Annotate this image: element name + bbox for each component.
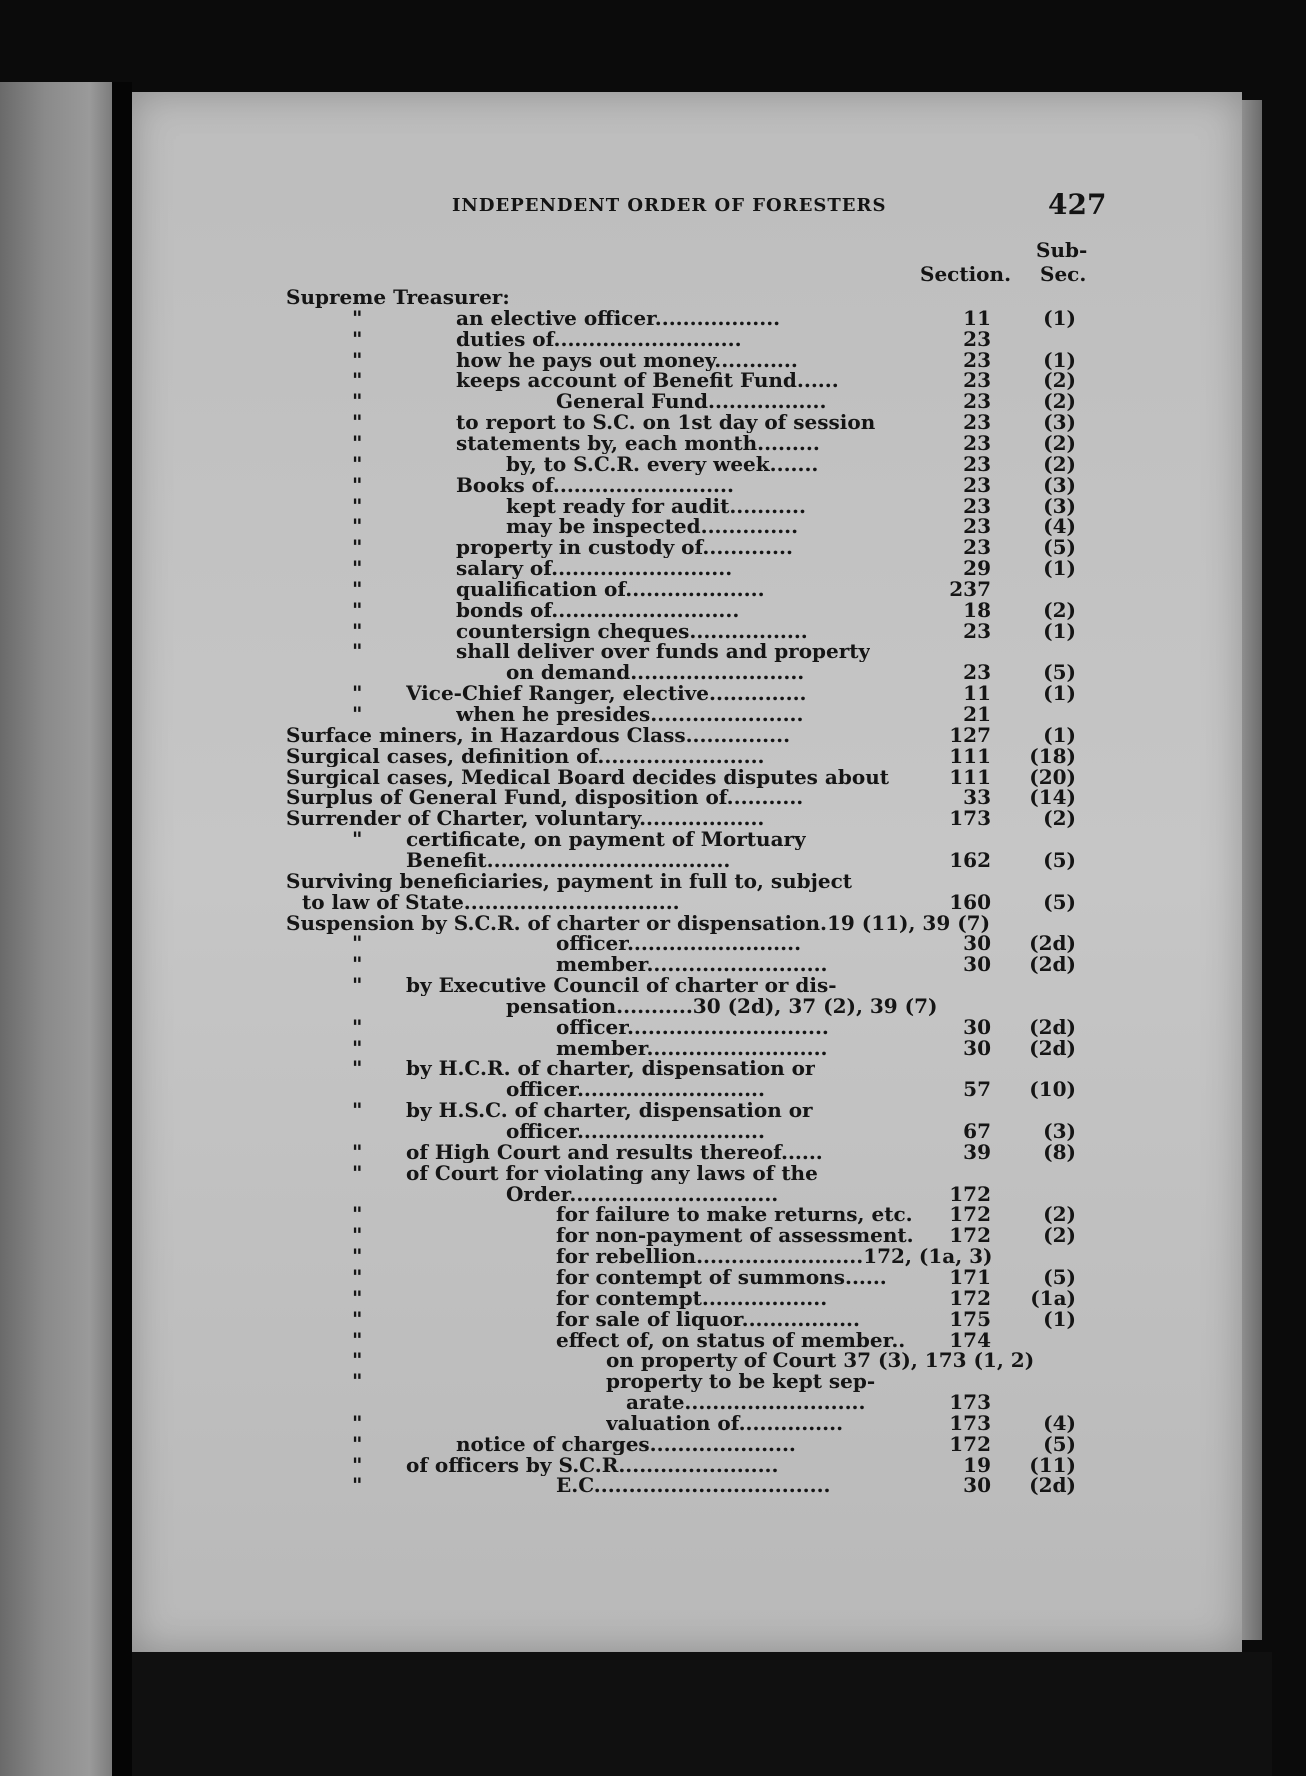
entry-text: certificate, on payment of Mortuary bbox=[406, 828, 806, 851]
entry-text: when he presides...................... bbox=[456, 703, 804, 725]
index-entry bbox=[286, 1057, 1086, 1079]
index-entry bbox=[286, 1162, 1086, 1184]
index-entry bbox=[286, 870, 1086, 892]
ditto-mark: " bbox=[352, 1431, 363, 1456]
section-number: 237 bbox=[949, 576, 991, 601]
index-entry bbox=[286, 932, 1086, 954]
entry-text: statements by, each month......... bbox=[456, 431, 820, 454]
section-number: 174 bbox=[949, 1327, 991, 1352]
subsection-number: (18) bbox=[1029, 743, 1076, 768]
entry-text: on demand......................... bbox=[506, 661, 805, 684]
subsection-number: (5) bbox=[1043, 535, 1076, 560]
ditto-mark: " bbox=[352, 681, 363, 706]
entry-text: an elective officer.................. bbox=[456, 306, 781, 329]
entry-text: Surface miners, in Hazardous Class............... bbox=[286, 723, 791, 746]
index-entry bbox=[286, 369, 1086, 391]
entry-text: of Court for violating any laws of the bbox=[406, 1161, 818, 1184]
entry-text: officer........................... bbox=[506, 1078, 765, 1101]
entry-text: Supreme Treasurer: bbox=[286, 286, 510, 308]
entry-text: property to be kept sep- bbox=[606, 1370, 876, 1393]
index-entry bbox=[286, 1266, 1086, 1288]
subsection-number: (2) bbox=[1043, 806, 1076, 831]
entry-text: kept ready for audit........... bbox=[506, 494, 806, 517]
subsection-number: (2) bbox=[1043, 430, 1076, 455]
entry-text: of High Court and results thereof...... bbox=[406, 1140, 823, 1163]
ditto-mark: " bbox=[352, 1285, 363, 1310]
ditto-mark: " bbox=[352, 451, 363, 476]
header-sec: Sec. bbox=[1040, 262, 1087, 286]
entry-text: by H.C.R. of charter, dispensation or bbox=[406, 1057, 816, 1080]
ditto-mark: " bbox=[352, 1139, 363, 1164]
entry-text: keeps account of Benefit Fund...... bbox=[456, 369, 839, 392]
entry-text: Benefit................................... bbox=[406, 848, 731, 871]
subsection-number: (1) bbox=[1043, 722, 1076, 747]
subsection-number: (11) bbox=[1029, 1452, 1076, 1477]
ditto-mark: " bbox=[352, 493, 363, 518]
section-number: 11 bbox=[963, 681, 991, 706]
entry-text: on property of Court 37 (3), 173 (1, 2) bbox=[606, 1349, 1035, 1372]
ditto-mark: " bbox=[352, 556, 363, 581]
ditto-mark: " bbox=[352, 1264, 363, 1289]
ditto-mark: " bbox=[352, 1473, 363, 1498]
index-entry bbox=[286, 912, 1086, 934]
entry-text: E.C.................................. bbox=[556, 1474, 831, 1497]
subsection-number: (1a) bbox=[1030, 1285, 1076, 1310]
index-entry bbox=[286, 1287, 1086, 1309]
ditto-mark: " bbox=[352, 1369, 363, 1394]
section-number: 172 bbox=[949, 1181, 991, 1206]
section-number: 39 bbox=[963, 1139, 991, 1164]
section-number: 23 bbox=[963, 326, 991, 351]
section-number: 173 bbox=[949, 1390, 991, 1415]
section-number: 11 bbox=[963, 305, 991, 330]
section-number: 172 bbox=[949, 1431, 991, 1456]
entry-text: duties of........................... bbox=[456, 327, 742, 350]
subsection-number: (3) bbox=[1043, 410, 1076, 435]
subsection-number: (1) bbox=[1043, 347, 1076, 372]
subsection-number: (2) bbox=[1043, 451, 1076, 476]
index-entry bbox=[286, 724, 1086, 746]
section-number: 23 bbox=[963, 493, 991, 518]
section-number: 111 bbox=[949, 743, 991, 768]
index-entry bbox=[286, 703, 1086, 725]
index-entry bbox=[286, 1329, 1086, 1351]
index-entry bbox=[286, 953, 1086, 975]
index-entry bbox=[286, 1454, 1086, 1476]
section-number: 23 bbox=[963, 514, 991, 539]
section-number: 173 bbox=[949, 806, 991, 831]
scan-background-bottom bbox=[132, 1652, 1272, 1776]
section-number: 29 bbox=[963, 556, 991, 581]
ditto-mark: " bbox=[352, 1056, 363, 1081]
entry-text: for contempt.................. bbox=[556, 1286, 828, 1309]
section-number: 23 bbox=[963, 389, 991, 414]
entry-text: member.......................... bbox=[556, 953, 828, 976]
ditto-mark: " bbox=[352, 1452, 363, 1477]
section-number: 111 bbox=[949, 764, 991, 789]
section-number: 23 bbox=[963, 430, 991, 455]
index-entry bbox=[286, 640, 1086, 662]
entry-text: to law of State............................... bbox=[302, 890, 680, 913]
ditto-mark: " bbox=[352, 618, 363, 643]
entry-text: of officers by S.C.R....................... bbox=[406, 1453, 779, 1476]
section-number: 30 bbox=[963, 1014, 991, 1039]
index-entry bbox=[286, 1203, 1086, 1225]
section-number: 23 bbox=[963, 368, 991, 393]
subsection-number: (2) bbox=[1043, 1202, 1076, 1227]
index-entry bbox=[286, 536, 1086, 558]
entry-text: by H.S.C. of charter, dispensation or bbox=[406, 1099, 813, 1122]
index-entry bbox=[286, 349, 1086, 371]
ditto-mark: " bbox=[352, 952, 363, 977]
index-entry bbox=[286, 578, 1086, 600]
ditto-mark: " bbox=[352, 1348, 363, 1373]
ditto-mark: " bbox=[352, 1223, 363, 1248]
section-number: 172 bbox=[949, 1202, 991, 1227]
index-entry bbox=[286, 1433, 1086, 1455]
entry-text: for contempt of summons...... bbox=[556, 1265, 887, 1288]
section-number: 160 bbox=[949, 889, 991, 914]
entry-text: effect of, on status of member.. bbox=[556, 1328, 906, 1351]
index-entry bbox=[286, 995, 1086, 1017]
section-number: 172 bbox=[949, 1223, 991, 1248]
subsection-number: (3) bbox=[1043, 493, 1076, 518]
entry-text: shall deliver over funds and property bbox=[456, 640, 871, 663]
index-entry bbox=[286, 1099, 1086, 1121]
running-head: INDEPENDENT ORDER OF FORESTERS bbox=[452, 195, 887, 216]
index-entry bbox=[286, 328, 1086, 350]
page-right-edge bbox=[1242, 100, 1262, 1640]
subsection-number: (5) bbox=[1043, 1431, 1076, 1456]
entry-text: officer........................... bbox=[506, 1120, 765, 1142]
index-entry bbox=[286, 1141, 1086, 1163]
section-number: 127 bbox=[949, 722, 991, 747]
ditto-mark: " bbox=[352, 347, 363, 372]
ditto-mark: " bbox=[352, 1410, 363, 1435]
index-entry bbox=[286, 974, 1086, 996]
entry-text: notice of charges..................... bbox=[456, 1432, 796, 1455]
subsection-number: (5) bbox=[1043, 660, 1076, 685]
index-entry bbox=[286, 286, 1086, 308]
ditto-mark: " bbox=[352, 639, 363, 664]
subsection-number: (2d) bbox=[1029, 1473, 1076, 1498]
entry-text: to report to S.C. on 1st day of session bbox=[456, 411, 876, 434]
ditto-mark: " bbox=[352, 410, 363, 435]
subsection-number: (2) bbox=[1043, 389, 1076, 414]
book-spine bbox=[112, 82, 132, 1776]
header-section: Section. bbox=[920, 262, 1012, 286]
subsection-number: (1) bbox=[1043, 618, 1076, 643]
entry-text: for failure to make returns, etc. bbox=[556, 1203, 913, 1226]
ditto-mark: " bbox=[352, 1035, 363, 1060]
ditto-mark: " bbox=[352, 472, 363, 497]
section-number: 162 bbox=[949, 847, 991, 872]
section-number: 23 bbox=[963, 347, 991, 372]
section-number: 30 bbox=[963, 1035, 991, 1060]
subsection-number: (3) bbox=[1043, 1119, 1076, 1143]
ditto-mark: " bbox=[352, 827, 363, 852]
index-entry bbox=[286, 828, 1086, 850]
section-number: 23 bbox=[963, 451, 991, 476]
subsection-number: (5) bbox=[1043, 847, 1076, 872]
section-number: 173 bbox=[949, 1410, 991, 1435]
subsection-number: (20) bbox=[1029, 764, 1076, 789]
subsection-number: (2d) bbox=[1029, 1035, 1076, 1060]
ditto-mark: " bbox=[352, 1244, 363, 1269]
index-entry bbox=[286, 515, 1086, 537]
entry-text: arate.......................... bbox=[626, 1391, 866, 1414]
section-number: 67 bbox=[963, 1119, 991, 1143]
index-entry bbox=[286, 1349, 1086, 1371]
subsection-number: (5) bbox=[1043, 889, 1076, 914]
header-sub: Sub- bbox=[1036, 238, 1088, 262]
section-number: 23 bbox=[963, 410, 991, 435]
index-entry bbox=[286, 1037, 1086, 1059]
subsection-number: (4) bbox=[1043, 1410, 1076, 1435]
subsection-number: (2d) bbox=[1029, 1014, 1076, 1039]
index-entry bbox=[286, 495, 1086, 517]
subsection-number: (4) bbox=[1043, 514, 1076, 539]
section-number: 23 bbox=[963, 472, 991, 497]
index-entry bbox=[286, 745, 1086, 767]
page-number: 427 bbox=[1048, 188, 1107, 221]
entry-text: how he pays out money............ bbox=[456, 348, 798, 371]
index-entry bbox=[286, 682, 1086, 704]
entry-text: bonds of........................... bbox=[456, 598, 740, 621]
entry-text: for non-payment of assessment. bbox=[556, 1224, 914, 1247]
entry-text: for sale of liquor................. bbox=[556, 1307, 860, 1330]
ditto-mark: " bbox=[352, 597, 363, 622]
ditto-mark: " bbox=[352, 535, 363, 560]
entry-text: Order.............................. bbox=[506, 1182, 779, 1205]
subsection-number: (2) bbox=[1043, 1223, 1076, 1248]
entry-text: property in custody of............. bbox=[456, 536, 793, 559]
index-entry bbox=[286, 1016, 1086, 1038]
ditto-mark: " bbox=[352, 1327, 363, 1352]
entry-text: Surgical cases, Medical Board decides disputes about bbox=[286, 765, 889, 788]
ditto-mark: " bbox=[352, 576, 363, 601]
subsection-number: (2d) bbox=[1029, 952, 1076, 977]
subsection-number: (10) bbox=[1029, 1077, 1076, 1102]
entry-text: Vice-Chief Ranger, elective.............. bbox=[406, 682, 807, 705]
index-entry bbox=[286, 849, 1086, 871]
index-entry bbox=[286, 307, 1086, 329]
entry-text: officer............................. bbox=[556, 1015, 829, 1038]
index-entry bbox=[286, 891, 1086, 913]
index-entry bbox=[286, 1391, 1086, 1413]
entry-text: General Fund................. bbox=[556, 390, 827, 413]
entry-text: countersign cheques................. bbox=[456, 619, 808, 642]
subsection-number: (1) bbox=[1043, 1306, 1076, 1331]
section-number: 30 bbox=[963, 931, 991, 956]
ditto-mark: " bbox=[352, 1202, 363, 1227]
subsection-number: (8) bbox=[1043, 1139, 1076, 1164]
ditto-mark: " bbox=[352, 702, 363, 726]
index-entry bbox=[286, 807, 1086, 829]
entry-text: by, to S.C.R. every week....... bbox=[506, 452, 819, 475]
ditto-mark: " bbox=[352, 389, 363, 414]
index-entry bbox=[286, 1183, 1086, 1205]
section-number: 30 bbox=[963, 952, 991, 977]
section-number: 23 bbox=[963, 618, 991, 643]
subsection-number: (2) bbox=[1043, 368, 1076, 393]
ditto-mark: " bbox=[352, 931, 363, 956]
section-number: 23 bbox=[963, 535, 991, 560]
ditto-mark: " bbox=[352, 305, 363, 330]
ditto-mark: " bbox=[352, 1306, 363, 1331]
subsection-number: (2d) bbox=[1029, 931, 1076, 956]
entry-text: Books of.......................... bbox=[456, 473, 734, 496]
entry-text: Surplus of General Fund, disposition of........... bbox=[286, 786, 804, 809]
index-entry bbox=[286, 620, 1086, 642]
section-number: 21 bbox=[963, 702, 991, 726]
index-entry bbox=[286, 1412, 1086, 1434]
entry-text: salary of.......................... bbox=[456, 557, 733, 580]
subsection-number: (5) bbox=[1043, 1264, 1076, 1289]
index-entry bbox=[286, 786, 1086, 808]
entry-text: Surgical cases, definition of........................ bbox=[286, 744, 765, 767]
index-entry bbox=[286, 1308, 1086, 1330]
entry-text: qualification of.................... bbox=[456, 577, 765, 600]
index-entry bbox=[286, 1370, 1086, 1392]
section-number: 171 bbox=[949, 1264, 991, 1289]
section-number: 18 bbox=[963, 597, 991, 622]
entry-text: for rebellion........................172, (1a, 3) bbox=[556, 1245, 993, 1268]
subsection-number: (1) bbox=[1043, 305, 1076, 330]
subsection-number: (1) bbox=[1043, 556, 1076, 581]
subsection-number: (14) bbox=[1029, 785, 1076, 810]
index-entry bbox=[286, 411, 1086, 433]
index-entry bbox=[286, 474, 1086, 496]
index-entry bbox=[286, 557, 1086, 579]
entry-text: valuation of............... bbox=[606, 1411, 844, 1434]
section-number: 172 bbox=[949, 1285, 991, 1310]
ditto-mark: " bbox=[352, 1098, 363, 1123]
index-entry bbox=[286, 1120, 1086, 1142]
subsection-number: (2) bbox=[1043, 597, 1076, 622]
ditto-mark: " bbox=[352, 1160, 363, 1185]
index-entry bbox=[286, 390, 1086, 412]
subsection-number: (1) bbox=[1043, 681, 1076, 706]
entry-text: Suspension by S.C.R. of charter or dispensation.19 (11), 39 (7) bbox=[286, 911, 991, 934]
ditto-mark: " bbox=[352, 430, 363, 455]
subsection-number: (3) bbox=[1043, 472, 1076, 497]
ditto-mark: " bbox=[352, 1014, 363, 1039]
index-entry bbox=[286, 661, 1086, 683]
left-page-edge bbox=[0, 82, 112, 1776]
index-entry bbox=[286, 1474, 1086, 1496]
index-entry bbox=[286, 1224, 1086, 1246]
ditto-mark: " bbox=[352, 368, 363, 393]
index-entry bbox=[286, 453, 1086, 475]
index-entry bbox=[286, 1078, 1086, 1100]
section-number: 57 bbox=[963, 1077, 991, 1102]
ditto-mark: " bbox=[352, 514, 363, 539]
entry-text: may be inspected.............. bbox=[506, 515, 799, 538]
entry-text: pensation...........30 (2d), 37 (2), 39 (7) bbox=[506, 994, 938, 1017]
index-entry bbox=[286, 766, 1086, 788]
section-number: 23 bbox=[963, 660, 991, 685]
entry-text: Surviving beneficiaries, payment in full to, subject bbox=[286, 869, 853, 892]
section-number: 19 bbox=[963, 1452, 991, 1477]
entry-text: officer......................... bbox=[556, 932, 802, 955]
entry-text: Surrender of Charter, voluntary.................. bbox=[286, 807, 765, 830]
entry-text: member.......................... bbox=[556, 1036, 828, 1059]
index-entry bbox=[286, 599, 1086, 621]
ditto-mark: " bbox=[352, 973, 363, 998]
index-entry bbox=[286, 1245, 1086, 1267]
section-number: 30 bbox=[963, 1473, 991, 1498]
section-number: 175 bbox=[949, 1306, 991, 1331]
index-entry bbox=[286, 432, 1086, 454]
entry-text: by Executive Council of charter or dis- bbox=[406, 974, 837, 997]
section-number: 33 bbox=[963, 785, 991, 810]
ditto-mark: " bbox=[352, 326, 363, 351]
